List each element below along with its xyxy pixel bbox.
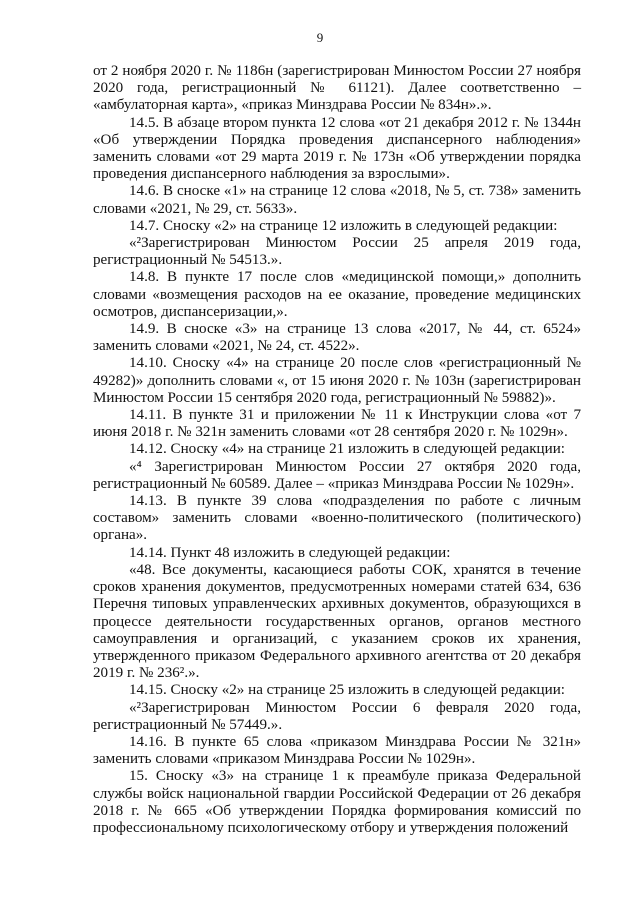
paragraph: 14.15. Сноску «2» на странице 25 изложить в следующей редакции: — [129, 682, 565, 699]
paragraph: от 2 ноября 2020 г. № 1186н (зарегистрирован Минюстом России 27 ноября 2020 года, регистрационный № 61121). Далее соответственно – «амбулаторная карта», «приказ Минздрава России № 834н».». — [93, 63, 581, 114]
paragraph: 14.10. Сноску «4» на странице 20 после слов «регистрационный № 49282)» дополнить словами «, от 15 июня 2020 г. № 103н (зарегистрирован Минюстом России 15 сентября 2020 года, регистрационный № 59882)». — [93, 355, 581, 406]
paragraph: «⁴ Зарегистрирован Минюстом России 27 октября 2020 года, регистрационный № 60589. Далее – «приказ Минздрава России № 1029н». — [93, 458, 581, 492]
paragraph: 15. Сноску «3» на странице 1 к преамбуле приказа Федеральной службы войск национальной гвардии Российской Федерации от 26 декабря 2018 г. № 665 «Об утверждении Порядка формирования комиссий по профессиональному психологическому отбору и утверждения положений — [93, 768, 581, 836]
paragraph: 14.13. В пункте 39 слова «подразделения по работе с личным составом» заменить словами «военно-политического (политического) органа». — [93, 493, 581, 544]
paragraph: 14.6. В сноске «1» на странице 12 слова «2018, № 5, ст. 738» заменить словами «2021, № 29, ст. 5633». — [93, 183, 581, 217]
paragraph: 14.12. Сноску «4» на странице 21 изложить в следующей редакции: — [129, 441, 565, 458]
paragraph: «²Зарегистрирован Минюстом России 6 февраля 2020 года, регистрационный № 57449.». — [93, 699, 581, 733]
paragraph: «48. Все документы, касающиеся работы СОК, хранятся в течение сроков хранения документов, предусмотренных номерами статей 634, 636 Перечня типовых управленческих архивных документов, образующихся в процессе деятельности государственных органов, органов местного самоуправления и организаций, с указанием сроков их хранения, утвержденного приказом Федерального архивного агентства от 20 декабря 2019 г. № 236².». — [93, 561, 581, 682]
paragraph: 14.14. Пункт 48 изложить в следующей редакции: — [129, 544, 451, 561]
paragraph: 14.16. В пункте 65 слова «приказом Минздрава России № 321н» заменить словами «приказом Минздрава России № 1029н». — [93, 733, 581, 768]
paragraph: 14.11. В пункте 31 и приложении № 11 к Инструкции слова «от 7 июня 2018 г. № 321н заменить словами «от 28 сентября 2020 г. № 1029н». — [93, 407, 581, 441]
page-number: 9 — [316, 30, 324, 45]
document-body — [93, 63, 581, 837]
paragraph: 14.7. Сноску «2» на странице 12 изложить в следующей редакции: — [129, 217, 558, 234]
paragraph: 14.8. В пункте 17 после слов «медицинской помощи,» дополнить словами «возмещения расходов на ее оказание, проведение медицинских осмотров, диспансеризации,». — [93, 269, 581, 320]
paragraph: 14.9. В сноске «3» на странице 13 слова «2017, № 44, ст. 6524» заменить словами «2021, № 24, ст. 4522». — [93, 321, 581, 355]
paragraph: «²Зарегистрирован Минюстом России 25 апреля 2019 года, регистрационный № 54513.». — [93, 235, 581, 269]
paragraph: 14.5. В абзаце втором пункта 12 слова «от 21 декабря 2012 г. № 1344н «Об утверждении Порядка проведения диспансерного наблюдения» заменить словами «от 29 марта 2019 г. № 173н «Об утверждении порядка проведения диспансерного наблюдения за взрослыми». — [93, 114, 581, 183]
